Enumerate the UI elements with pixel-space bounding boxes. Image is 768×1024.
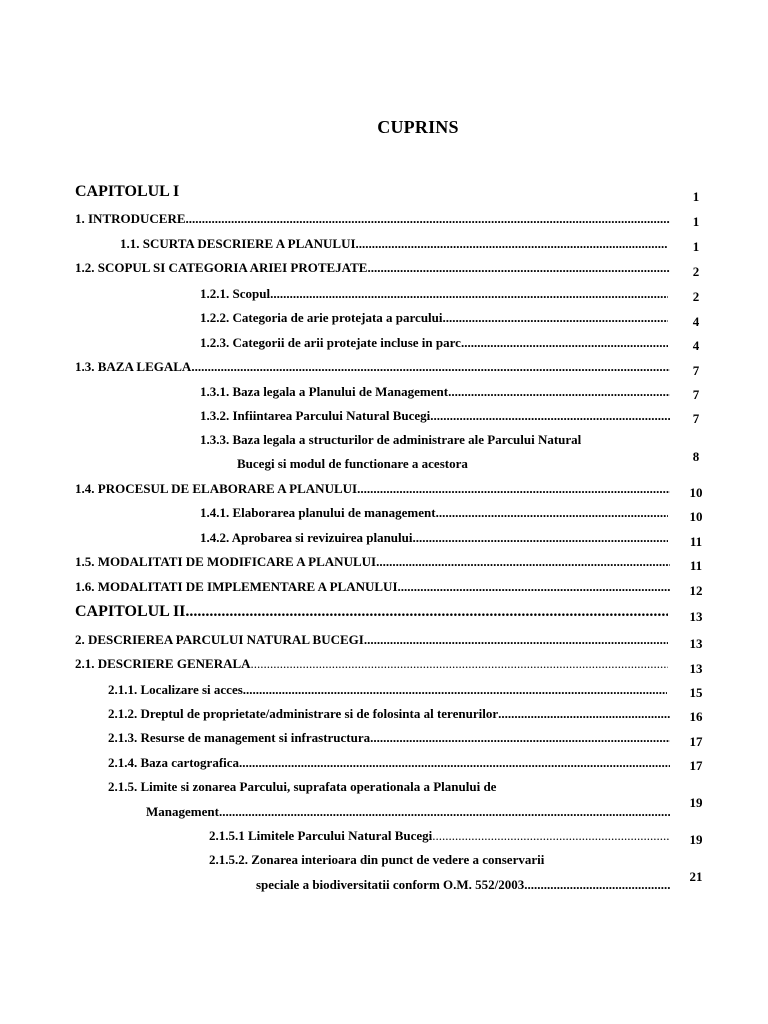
- toc-entry-1-4-2[interactable]: 1.4.2. Aprobarea si revizuirea planului .....: [200, 530, 668, 546]
- toc-entry-2-1-5[interactable]: 2.1.5. Limite si zonarea Parcului, suprafata operationala a Planului de: [108, 779, 497, 794]
- toc-entry-1-5[interactable]: 1.5. MODALITATI DE MODIFICARE A PLANULUI .....: [75, 554, 670, 570]
- toc-entry-1-4-1[interactable]: 1.4.1. Elaborarea planului de management .....: [200, 505, 668, 521]
- toc-entry-2-1-1[interactable]: 2.1.1. Localizare si acces .....: [108, 682, 667, 698]
- toc-entry-1-3-3[interactable]: 1.3.3. Baza legala a structurilor de administrare ale Parcului Natural: [200, 432, 582, 447]
- toc-page-number: 2: [692, 264, 700, 279]
- toc-page-number: 12: [689, 583, 703, 598]
- toc-entry-1-1[interactable]: 1.1. SCURTA DESCRIERE A PLANULUI .....: [120, 236, 668, 252]
- toc-page-number: 2: [692, 289, 700, 304]
- toc-entry-1-2-2[interactable]: 1.2.2. Categoria de arie protejata a parcului .....: [200, 310, 668, 326]
- toc-entry-chapter-2[interactable]: CAPITOLUL II .....: [75, 603, 668, 621]
- toc-entry-2-1-5-2[interactable]: 2.1.5.2. Zonarea interioara din punct de vedere a conservarii: [209, 852, 545, 867]
- toc-page-number: 1: [692, 239, 700, 254]
- toc-page-number: 8: [692, 449, 700, 464]
- toc-entry-1-2-1[interactable]: 1.2.1. Scopul .....: [200, 286, 668, 302]
- toc-page-number: 1: [692, 189, 700, 204]
- toc-entry-2-1-5-continued[interactable]: Management .....: [146, 804, 670, 820]
- toc-entry-2-1-3[interactable]: 2.1.3. Resurse de management si infrastructura .....: [108, 730, 670, 746]
- toc-page-number: 13: [689, 636, 703, 651]
- toc-page-number: 4: [692, 314, 700, 329]
- toc-page-number: 7: [692, 387, 700, 402]
- toc-page-number: 10: [689, 485, 703, 500]
- toc-entry-2-1-5-1[interactable]: 2.1.5.1 Limitele Parcului Natural Bucegi .....: [209, 828, 670, 844]
- toc-entry-1-3[interactable]: 1.3. BAZA LEGALA .....: [75, 359, 670, 375]
- toc-page-number: 17: [689, 758, 703, 773]
- toc-page-number: 13: [689, 661, 703, 676]
- toc-entry-2-1-2[interactable]: 2.1.2. Dreptul de proprietate/administrare si de folosinta al terenurilor .....: [108, 706, 670, 722]
- toc-entry-2-1-5-2-continued[interactable]: speciale a biodiversitatii conform O.M. 552/2003 .....: [256, 877, 670, 893]
- toc-page-number: 21: [689, 869, 703, 884]
- toc-page-number: 7: [692, 411, 700, 426]
- toc-title: CUPRINS: [377, 117, 459, 137]
- toc-entry-1-3-3-continued[interactable]: Bucegi si modul de functionare a acestora: [237, 456, 468, 471]
- toc-page-number: 19: [689, 795, 703, 810]
- toc-entry-2[interactable]: 2. DESCRIEREA PARCULUI NATURAL BUCEGI .....: [75, 632, 668, 648]
- toc-page-number: 4: [692, 338, 700, 353]
- toc-entry-1-3-1[interactable]: 1.3.1. Baza legala a Planului de Management .....: [200, 384, 670, 400]
- toc-page-number: 16: [689, 709, 703, 724]
- toc-page-number: 15: [689, 685, 703, 700]
- toc-entry-2-1-4[interactable]: 2.1.4. Baza cartografica .....: [108, 755, 670, 771]
- toc-page-number: 11: [689, 534, 703, 549]
- toc-page-number: 7: [692, 363, 700, 378]
- toc-entry-1-2-3[interactable]: 1.2.3. Categorii de arii protejate incluse in parc .....: [200, 335, 668, 351]
- toc-entry-1-2[interactable]: 1.2. SCOPUL SI CATEGORIA ARIEI PROTEJATE .....: [75, 260, 670, 276]
- toc-entry-1-4[interactable]: 1.4. PROCESUL DE ELABORARE A PLANULUI .....: [75, 481, 670, 497]
- toc-entry-2-1[interactable]: 2.1. DESCRIERE GENERALA .....: [75, 656, 668, 672]
- toc-entry-chapter-1[interactable]: CAPITOLUL I: [75, 183, 180, 200]
- toc-page-number: 19: [689, 832, 703, 847]
- toc-page-number: 11: [689, 558, 703, 573]
- toc-page-number: 10: [689, 509, 703, 524]
- toc-page-number: 17: [689, 734, 703, 749]
- toc-page-number: 1: [692, 214, 700, 229]
- toc-page-number: 13: [689, 609, 703, 624]
- toc-entry-1-3-2[interactable]: 1.3.2. Infiintarea Parcului Natural Bucegi .....: [200, 408, 670, 424]
- toc-entry-1-6[interactable]: 1.6. MODALITATI DE IMPLEMENTARE A PLANULUI .....: [75, 579, 670, 595]
- toc-entry-1[interactable]: 1. INTRODUCERE .....: [75, 211, 670, 227]
